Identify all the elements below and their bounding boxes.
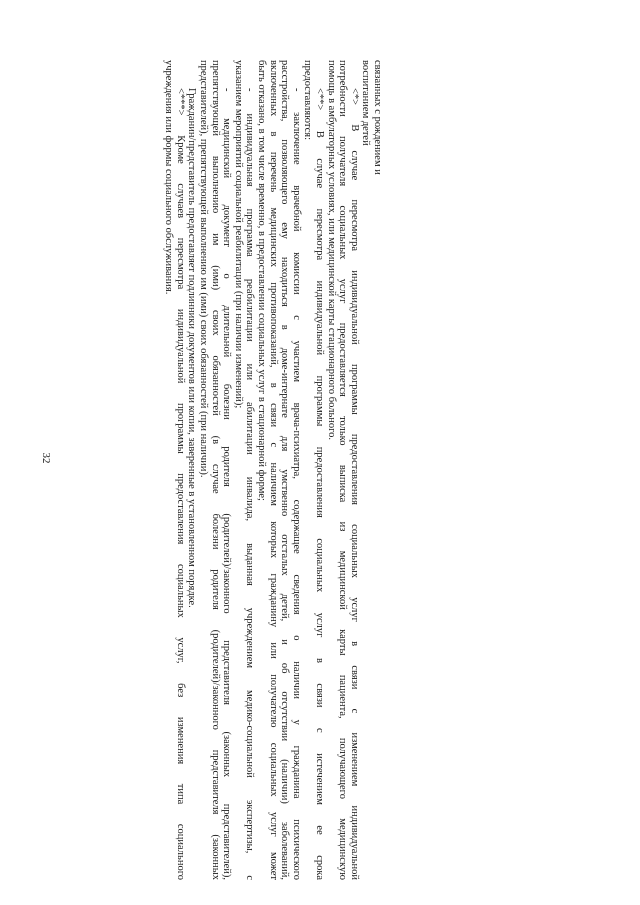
- text-line: - индивидуальная программа реабилитации или абилитации инвалида, выданная учреждением медико-социальной экспертизы, с: [244, 88, 256, 880]
- text-line: представителей), препятствующей выполнению им (ими) своих обязанностей (при наличии).: [198, 60, 210, 478]
- text-line: <*> В случае пересмотра индивидуальной программы предоставления социальных услуг в связи с изменением индивидуальной: [348, 88, 360, 880]
- text-line: потребности получателя социальных услуг предоставляется только выписка из медицинской карты пациента, получающего медицинскую: [337, 60, 349, 880]
- text-line: указанием мероприятий социальной реабилитации (при наличии изменений);: [232, 60, 244, 409]
- rotated-page-body: [108, 60, 383, 880]
- text-line: связанных с рождением и: [372, 60, 383, 175]
- text-line: расстройства, позволяющего ему находиться в доме-интернате для умственно отсталых детей, и об отсутствии (наличии) заболеваний,: [279, 60, 291, 880]
- text-line: воспитанием детей: [360, 60, 372, 146]
- text-line: быть отказано, в том числе временно, в предоставлении социальных услуг в стационарной форме;: [256, 60, 268, 501]
- text-line: - заключение врачебной комиссии с участием врача-психиатра, содержащее сведения о наличии у гражданина психического: [290, 88, 302, 880]
- text-line: учреждения или формы социального обслуживания.: [163, 60, 175, 295]
- footnotes-text: [108, 60, 383, 880]
- text-line: - медицинский документ о длительной болезни родителя (родителей)/законного представителя (законных представителей),: [221, 88, 233, 880]
- text-line: Гражданин/представитель предоставляет подлинники документов или копии, заверенные в установленном порядке.: [186, 88, 198, 608]
- text-line: предоставляются:: [302, 60, 314, 141]
- text-line: помощь в амбулаторных условиях, или медицинской карты стационарного больного.: [325, 60, 337, 441]
- page-number: 32: [40, 452, 52, 464]
- text-line: препятствующей выполнению им (ими) своих обязанностей (в случае болезни родителя (родителей)/законного представителя (законных: [209, 60, 221, 880]
- text-line: включенных в перечень медицинских противопоказаний, в связи с наличием которых гражданину или получателю социальных услуг может: [267, 60, 279, 880]
- text-line: <***> Кроме случаев пересмотра индивидуальной программы предоставления социальных услуг, без изменения типа социального: [174, 88, 186, 880]
- text-line: <**> В случае пересмотра индивидуальной программы предоставления социальных услуг в связи с истечением ее срока: [314, 88, 326, 880]
